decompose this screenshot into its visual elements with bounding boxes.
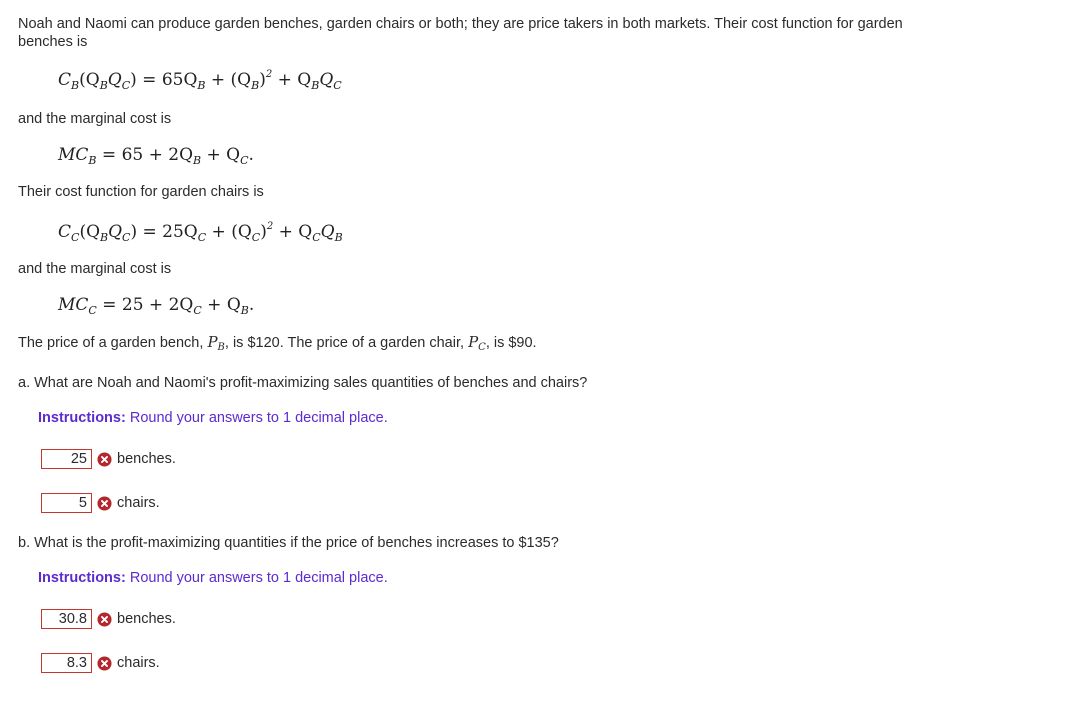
marginal-cost-text-2: and the marginal cost is [18, 261, 172, 277]
answer-input-benches-a[interactable]: 25 [41, 449, 92, 469]
x-circle-icon [97, 656, 112, 671]
answer-input-chairs-a[interactable]: 5 [41, 493, 92, 513]
unit-label-benches-a: benches. [117, 451, 176, 467]
equation-mc-chairs: $MC_C = 25 + 2Q_C + Q_B$. [58, 295, 255, 317]
instructions-a: Instructions: Round your answers to 1 decimal place. [38, 410, 388, 426]
equation-mc-benches: $MC_B = 65 + 2Q_B + Q_C$. [58, 145, 254, 167]
unit-label-chairs-a: chairs. [117, 495, 160, 511]
x-circle-icon [97, 496, 112, 511]
intro-text: Noah and Naomi can produce garden benches, garden chairs or both; they are price takers in both markets. Their cost function for garden benches is [18, 16, 903, 50]
instructions-b: Instructions: Round your answers to 1 decimal place. [38, 570, 388, 586]
answer-input-chairs-b[interactable]: 8.3 [41, 653, 92, 673]
price-text: The price of a garden bench, $P_B$, is $120. The price of a garden chair, $P_C$, is $90. [18, 333, 537, 353]
x-circle-icon [97, 452, 112, 467]
unit-label-chairs-b: chairs. [117, 655, 160, 671]
question-a: a. What are Noah and Naomi's profit-maximizing sales quantities of benches and chairs? [18, 375, 588, 391]
x-circle-icon [97, 612, 112, 627]
equation-cost-benches: $C_B(Q_BQ_C) = 65Q_B + (Q_B)^2 + Q_BQ_C$ [58, 69, 342, 92]
chairs-cost-text: Their cost function for garden chairs is [18, 184, 264, 200]
question-b: b. What is the profit-maximizing quantities if the price of benches increases to $135? [18, 535, 559, 551]
answer-input-benches-b[interactable]: 30.8 [41, 609, 92, 629]
equation-cost-chairs: $C_C(Q_BQ_C) = 25Q_C + (Q_C)^2 + Q_CQ_B$ [58, 221, 343, 244]
unit-label-benches-b: benches. [117, 611, 176, 627]
marginal-cost-text-1: and the marginal cost is [18, 111, 172, 127]
